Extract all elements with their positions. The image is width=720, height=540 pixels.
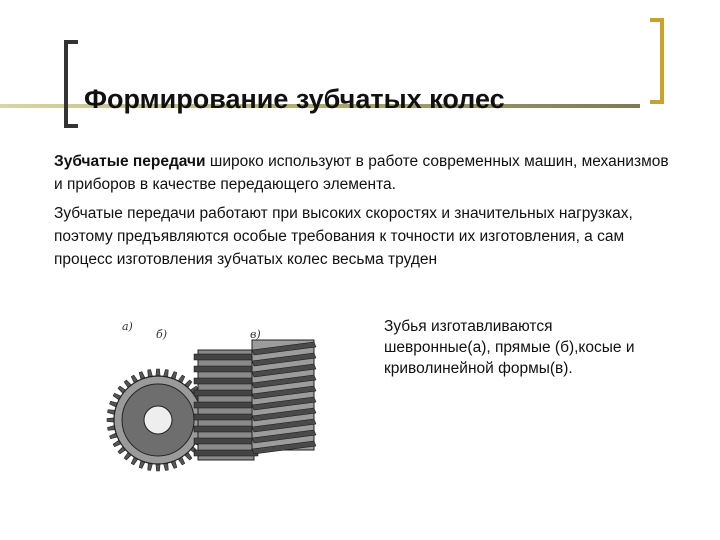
title-bracket-right <box>650 18 664 104</box>
title-bracket-left <box>64 40 78 128</box>
figure-label-a: а) <box>122 320 133 333</box>
intro-bold-term: Зубчатые передачи <box>54 153 206 170</box>
spur-tooth <box>194 402 258 408</box>
gear-types-illustration <box>90 312 340 484</box>
intro-paragraph <box>54 150 674 196</box>
requirements-paragraph: Зубчатые передачи работают при высоких скоростях и значительных нагрузках, поэтому предъявляются особые требования к точности их изготовления, а сам процесс изготовления зубчатых колес весьма труден <box>54 205 633 268</box>
spur-tooth <box>194 390 258 396</box>
gear-tooth <box>156 464 160 471</box>
helical-gear <box>252 340 316 454</box>
gear-tooth <box>156 369 160 376</box>
spur-tooth <box>194 438 258 444</box>
spur-tooth <box>194 426 258 432</box>
spur-tooth <box>194 354 258 360</box>
spur-tooth <box>194 450 258 456</box>
spur-tooth <box>194 378 258 384</box>
gear-tooth <box>107 418 114 422</box>
figure-label-v: в) <box>250 328 261 341</box>
spur-gear <box>194 350 258 460</box>
gear-caption: Зубья изготавливаются шевронные(а), прямые (б),косые и криволинейной формы(в). <box>384 318 635 377</box>
figure-label-b: б) <box>156 328 168 341</box>
spur-tooth <box>194 366 258 372</box>
slide-title: Формирование зубчатых колес <box>84 84 505 114</box>
herringbone-gear <box>107 369 209 471</box>
spur-tooth <box>194 414 258 420</box>
intro-text: широко используют в работе современных машин, механизмов и приборов в качестве передающего элемента. <box>54 153 669 193</box>
